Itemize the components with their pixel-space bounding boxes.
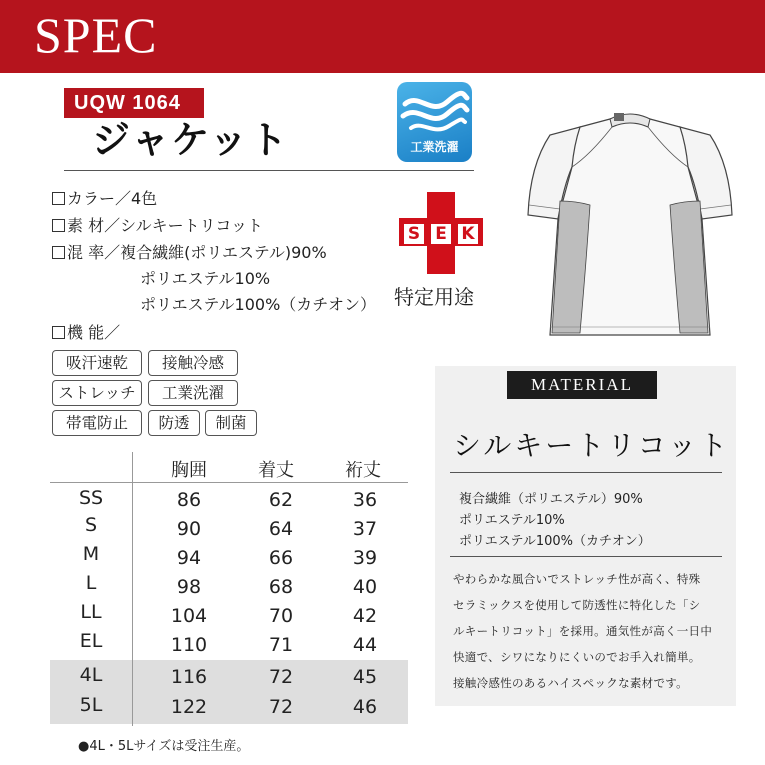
table-divider-horizontal [50, 482, 408, 483]
spec-blend [52, 240, 327, 263]
material-composition: ポリエステル100%（カチオン） [459, 534, 651, 549]
header-banner [0, 0, 765, 73]
row-size: LL [80, 601, 102, 623]
material-description-line: 接触冷感性のあるハイスペックな素材です。 [453, 676, 688, 690]
cell-sleeve: 39 [352, 547, 378, 569]
cell-length: 64 [268, 518, 294, 540]
checkbox-icon [52, 219, 65, 232]
spec-material-text: 素 材／シルキートリコット [67, 216, 264, 235]
sek-caption: 特定用途 [394, 285, 474, 309]
cell-length: 62 [268, 489, 294, 511]
title-divider [64, 170, 474, 171]
spec-blend-line3: ポリエステル100%（カチオン） [140, 295, 376, 314]
column-header-sleeve: 裄丈 [345, 460, 381, 481]
cell-chest: 86 [176, 489, 202, 511]
column-header-chest: 胸囲 [171, 460, 207, 481]
row-size: L [85, 572, 97, 594]
function-tag: 帯電防止 [52, 410, 142, 436]
sek-mark [402, 222, 480, 248]
spec-material [52, 213, 263, 236]
row-size: SS [78, 487, 104, 509]
spec-blend-text: 混 率／複合繊維(ポリエステル)90% [67, 243, 327, 262]
function-tag: 防透 [148, 410, 200, 436]
table-divider-vertical [132, 452, 133, 726]
row-size: M [82, 543, 100, 565]
cell-length: 71 [268, 634, 294, 656]
cell-chest: 116 [170, 666, 208, 688]
checkbox-icon [52, 326, 65, 339]
material-label: MATERIAL [507, 371, 657, 399]
product-name: ジャケット [92, 118, 290, 162]
function-tag: 吸汗速乾 [52, 350, 142, 376]
cell-sleeve: 40 [352, 576, 378, 598]
material-composition: ポリエステル10% [459, 513, 565, 528]
material-description-line: ルキートリコット」を採用。通気性が高く一日中 [453, 624, 713, 638]
spec-function [52, 320, 120, 343]
cell-sleeve: 36 [352, 489, 378, 511]
cell-sleeve: 45 [352, 666, 378, 688]
cell-chest: 98 [176, 576, 202, 598]
cell-chest: 122 [170, 696, 208, 718]
size-footnote: ●4L・5Lサイズは受注生産。 [78, 739, 250, 754]
cell-sleeve: 46 [352, 696, 378, 718]
sek-letter-s: S [402, 222, 426, 246]
wave-icon [397, 82, 472, 142]
cell-length: 70 [268, 605, 294, 627]
material-name: シルキートリコット [453, 429, 731, 462]
spec-blend-line2: ポリエステル10% [140, 269, 271, 288]
material-description-line: 快適で、シワになりにくいのでお手入れ簡単。 [453, 650, 701, 664]
spec-function-text: 機 能／ [67, 323, 121, 342]
sek-letter-k: K [456, 222, 480, 246]
wash-icon-label: 工業洗濯 [410, 140, 459, 154]
row-size: S [84, 514, 98, 536]
industrial-wash-icon [397, 82, 472, 162]
column-header-length: 着丈 [258, 460, 294, 481]
cell-chest: 94 [176, 547, 202, 569]
material-divider [450, 556, 722, 557]
cell-sleeve: 37 [352, 518, 378, 540]
spec-color-text: カラー／4色 [67, 189, 158, 208]
cell-chest: 90 [176, 518, 202, 540]
checkbox-icon [52, 246, 65, 259]
row-size: 5L [79, 694, 103, 716]
spec-color [52, 186, 157, 209]
cell-chest: 110 [170, 634, 208, 656]
material-description-line: セラミックスを使用して防透性に特化した「シ [453, 598, 701, 612]
cell-length: 68 [268, 576, 294, 598]
material-description-line: やわらかな風合いでストレッチ性が高く、特殊 [453, 572, 701, 586]
function-tag: ストレッチ [52, 380, 142, 406]
material-composition: 複合繊維（ポリエステル）90% [459, 492, 643, 507]
cell-length: 72 [268, 666, 294, 688]
product-code-badge: UQW 1064 [64, 88, 204, 118]
cell-chest: 104 [170, 605, 208, 627]
cell-length: 72 [268, 696, 294, 718]
material-divider [450, 472, 722, 473]
function-tag: 工業洗濯 [148, 380, 238, 406]
page-title: SPEC [34, 7, 158, 63]
cell-sleeve: 44 [352, 634, 378, 656]
row-size: EL [79, 630, 103, 652]
row-size: 4L [79, 664, 103, 686]
function-tag: 制菌 [205, 410, 257, 436]
cell-sleeve: 42 [352, 605, 378, 627]
sek-letter-e: E [429, 222, 453, 246]
checkbox-icon [52, 192, 65, 205]
cell-length: 66 [268, 547, 294, 569]
material-panel [435, 366, 736, 706]
jacket-back-illustration [520, 105, 740, 340]
function-tag: 接触冷感 [148, 350, 238, 376]
